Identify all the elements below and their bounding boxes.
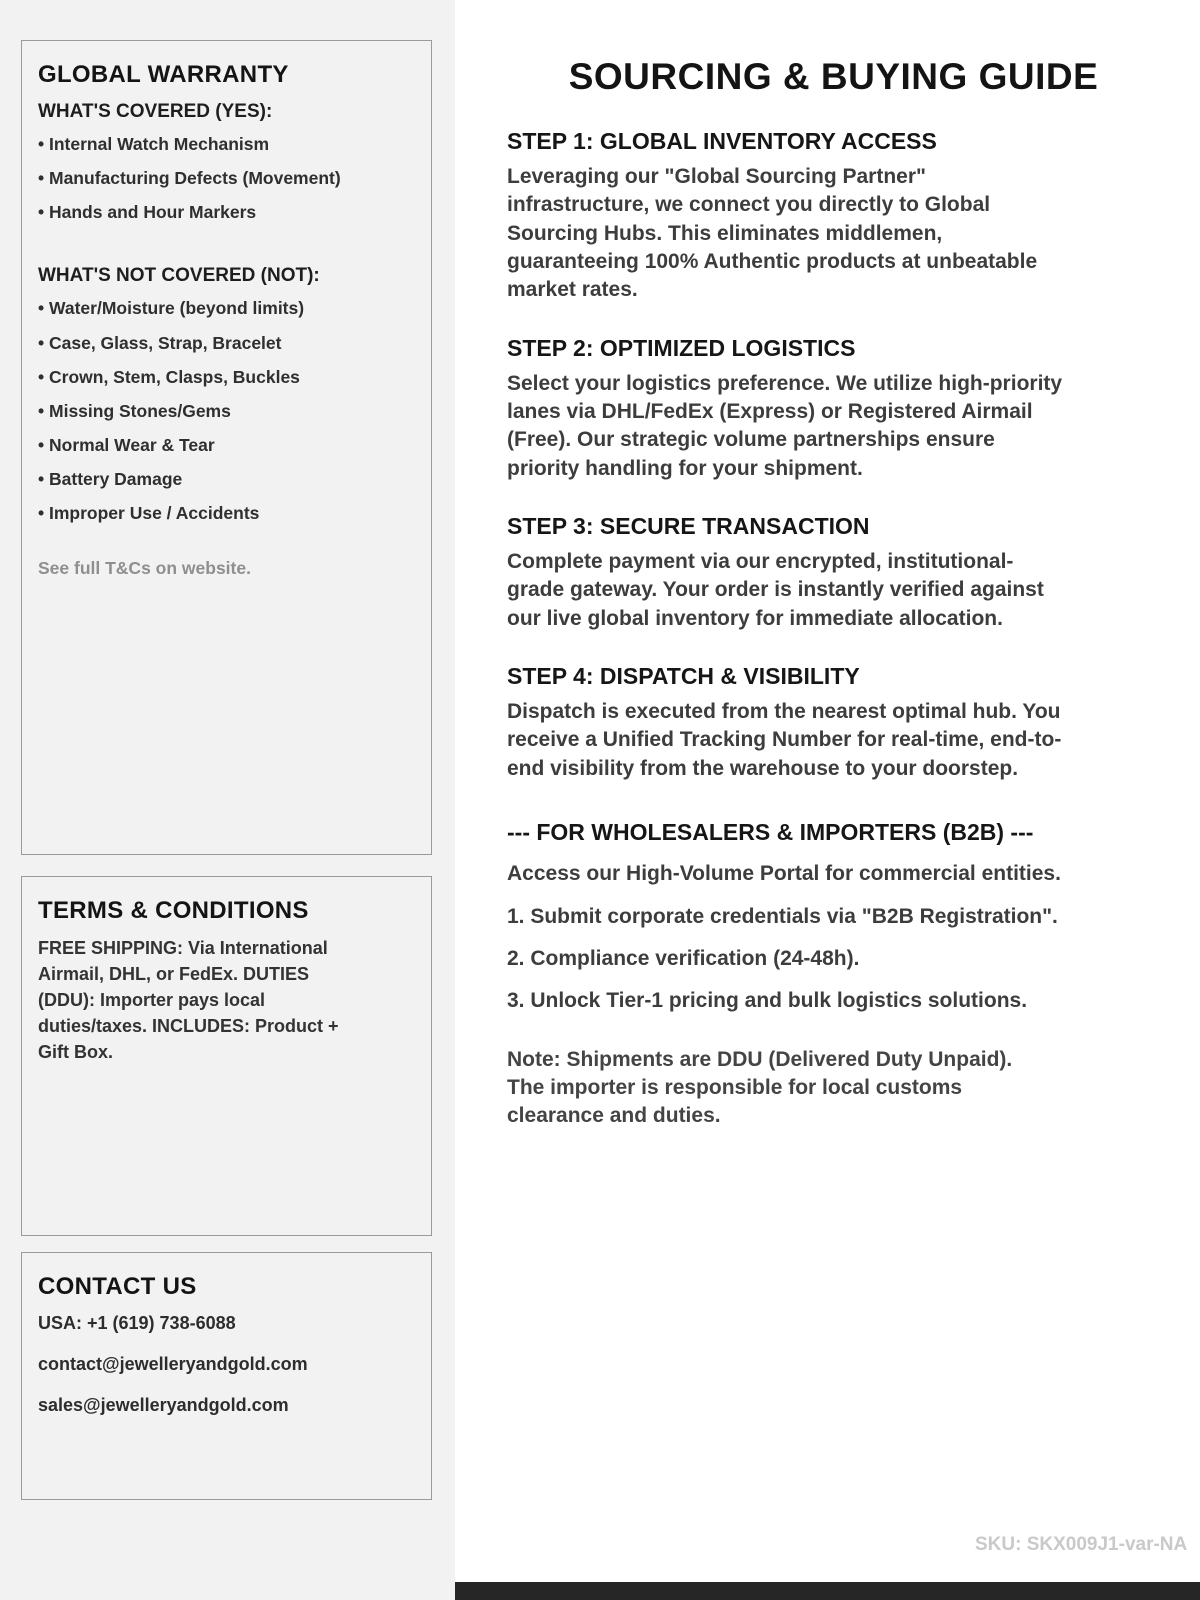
sku-label: SKU: SKX009J1-var-NA xyxy=(975,1534,1188,1555)
b2b-note: Note: Shipments are DDU (Delivered Duty Unpaid). The importer is responsible for local customs clearance and duties. xyxy=(507,1047,1013,1128)
list-item: • Crown, Stem, Clasps, Buckles xyxy=(38,360,415,394)
spacer xyxy=(38,229,415,253)
footer-bar xyxy=(455,1582,1200,1600)
warranty-box xyxy=(21,40,432,855)
step-1-body: Leveraging our "Global Sourcing Partner" infrastructure, we connect you directly to Global Sourcing Hubs. This eliminates middlemen, guaranteeing 100% Authentic products at unbeatable market rates. xyxy=(507,165,1038,302)
contact-title: CONTACT US xyxy=(38,1273,197,1300)
warranty-footnote: See full T&Cs on website. xyxy=(38,558,251,579)
b2b-intro: Access our High-Volume Portal for commercial entities. xyxy=(507,862,1061,886)
step-3-heading: STEP 3: SECURE TRANSACTION xyxy=(507,513,870,540)
b2b-heading: --- FOR WHOLESALERS & IMPORTERS (B2B) --- xyxy=(507,819,1034,846)
step-4-heading: STEP 4: DISPATCH & VISIBILITY xyxy=(507,663,860,690)
list-item: • Improper Use / Accidents xyxy=(38,496,415,530)
list-item: • Battery Damage xyxy=(38,462,415,496)
list-item: • Case, Glass, Strap, Bracelet xyxy=(38,326,415,360)
terms-box xyxy=(21,876,432,1236)
contact-box xyxy=(21,1252,432,1500)
contact-email-primary: contact@jewelleryandgold.com xyxy=(38,1354,308,1374)
list-item: • Normal Wear & Tear xyxy=(38,428,415,462)
page-title: SOURCING & BUYING GUIDE xyxy=(568,56,1099,97)
list-item: • Water/Moisture (beyond limits) xyxy=(38,291,415,325)
main-content xyxy=(455,0,1200,1600)
b2b-item-1: 1. Submit corporate credentials via "B2B Registration". xyxy=(507,904,1058,928)
list-item: • Manufacturing Defects (Movement) xyxy=(38,161,415,195)
step-4-body: Dispatch is executed from the nearest optimal hub. You receive a Unified Tracking Number for real-time, end-to-end visibility from the warehouse to your doorstep. xyxy=(507,700,1062,780)
list-item: • Internal Watch Mechanism xyxy=(38,127,415,161)
list-item: • Missing Stones/Gems xyxy=(38,394,415,428)
list-item: • Hands and Hour Markers xyxy=(38,195,415,229)
terms-body: FREE SHIPPING: Via International Airmail, DHL, or FedEx. DUTIES (DDU): Importer pays local duties/taxes. INCLUDES: Product + Gift Box. xyxy=(38,938,339,1063)
not-covered-heading: WHAT'S NOT COVERED (NOT): xyxy=(38,265,320,287)
step-2-body: Select your logistics preference. We utilize high-priority lanes via DHL/FedEx (Express) or Registered Airmail (Free). Our strategic volume partnerships ensure priority handling for your shipment. xyxy=(507,371,1063,480)
not-covered-list xyxy=(38,291,415,530)
covered-heading: WHAT'S COVERED (YES): xyxy=(38,101,273,122)
contact-email-sales: sales@jewelleryandgold.com xyxy=(38,1395,289,1415)
covered-list xyxy=(38,127,415,229)
contact-phone: USA: +1 (619) 738-6088 xyxy=(38,1313,236,1333)
warranty-title: GLOBAL WARRANTY xyxy=(38,61,289,88)
step-1-heading: STEP 1: GLOBAL INVENTORY ACCESS xyxy=(507,128,937,154)
sidebar xyxy=(0,0,455,1600)
b2b-item-3: 3. Unlock Tier-1 pricing and bulk logistics solutions. xyxy=(507,989,1028,1013)
step-3-body: Complete payment via our encrypted, institutional-grade gateway. Your order is instantly verified against our live global inventory for immediate allocation. xyxy=(507,550,1044,630)
step-2-heading: STEP 2: OPTIMIZED LOGISTICS xyxy=(507,334,856,361)
terms-title: TERMS & CONDITIONS xyxy=(38,897,309,924)
b2b-item-2: 2. Compliance verification (24-48h). xyxy=(507,946,860,970)
